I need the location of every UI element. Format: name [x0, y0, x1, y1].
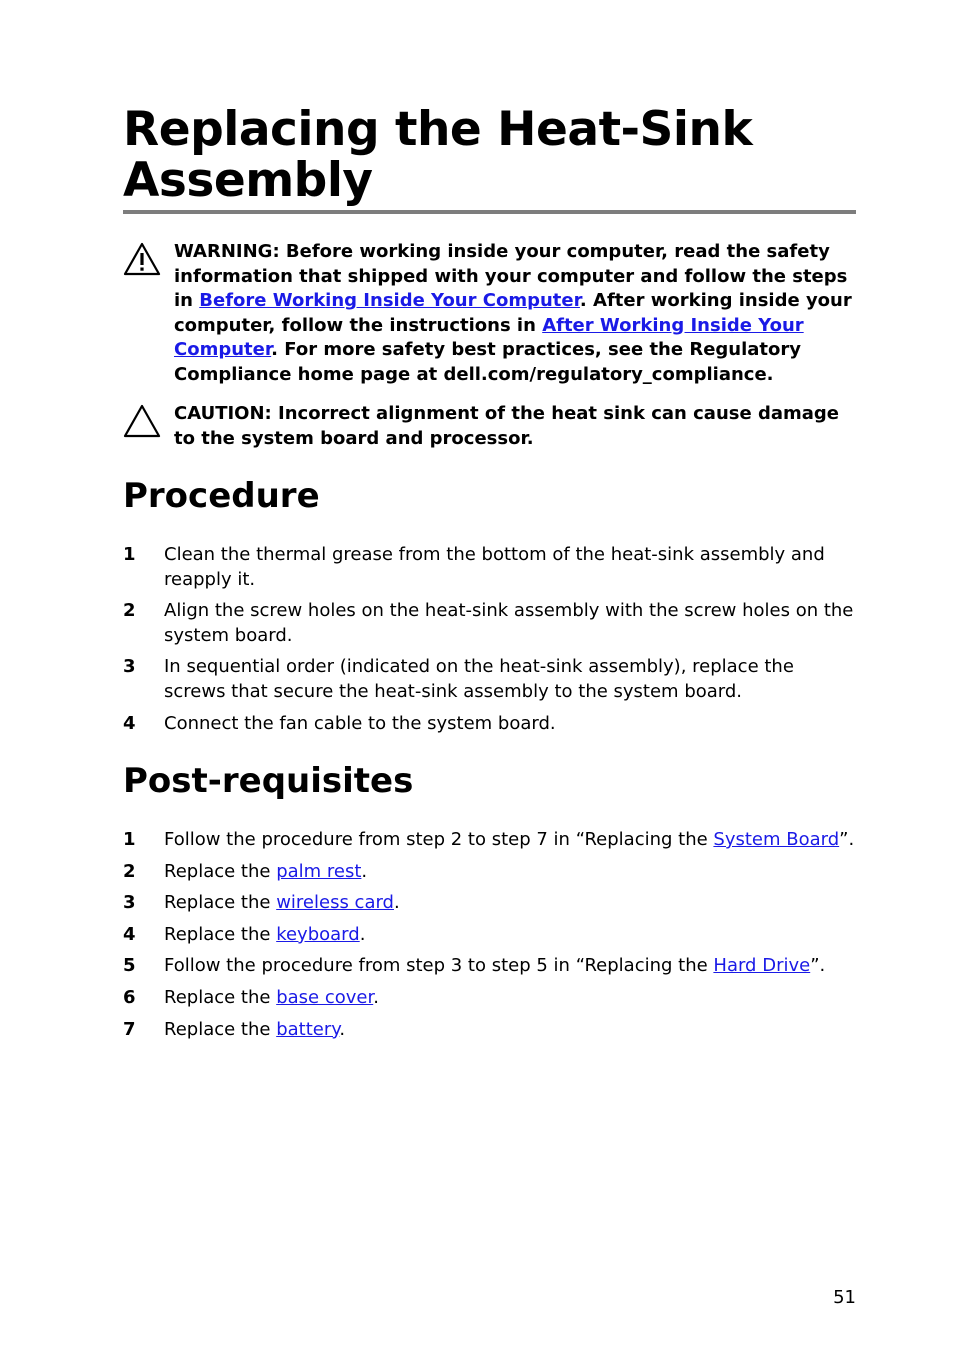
- warning-text-part: . After working inside your computer, follow the instructions in: [174, 290, 852, 336]
- step-text: Follow the procedure from step 3 to step 5 in “Replacing the: [164, 955, 714, 977]
- step-link[interactable]: System Board: [713, 829, 840, 850]
- procedure-heading: Procedure: [123, 476, 320, 516]
- postrequisite-step: [123, 860, 855, 885]
- step-number: 4: [123, 923, 136, 945]
- step-number: 4: [123, 712, 136, 734]
- postrequisite-step: [123, 954, 855, 979]
- step-text: Replace the: [164, 892, 277, 914]
- step-text: ”.: [839, 829, 855, 850]
- step-text: Connect the fan cable to the system board.: [164, 712, 556, 734]
- step-number: 6: [123, 986, 136, 1008]
- step-text: .: [339, 1018, 346, 1040]
- step-text: .: [373, 986, 379, 1008]
- step-text: Replace the: [164, 860, 277, 882]
- step-number: 5: [123, 955, 136, 977]
- page-number: 51: [833, 1287, 856, 1308]
- caution-text: CAUTION: Incorrect alignment of the heat sink can cause damage to the system board and processor.: [174, 403, 839, 449]
- step-text: Replace the: [164, 1018, 277, 1040]
- warning-triangle-icon: [123, 241, 161, 277]
- warning-text-part: WARNING: Before working inside your computer, read the safety information that shipped with your computer and follow the steps in: [174, 241, 848, 312]
- step-number: 3: [123, 892, 136, 914]
- step-number: 1: [123, 544, 136, 565]
- step-number: 1: [123, 829, 136, 850]
- postrequisites-list: [123, 828, 855, 1049]
- step-number: 2: [123, 860, 136, 882]
- step-link[interactable]: wireless card: [276, 892, 394, 914]
- step-text: Follow the procedure from step 2 to step 7 in “Replacing the: [164, 829, 714, 850]
- step-link[interactable]: battery: [276, 1018, 340, 1040]
- procedure-step: [123, 655, 855, 704]
- step-number: 7: [123, 1018, 136, 1040]
- postrequisite-step: [123, 828, 855, 853]
- link-before-working[interactable]: Before Working Inside Your Computer: [199, 290, 580, 312]
- step-text: .: [359, 923, 366, 945]
- step-link[interactable]: Hard Drive: [713, 955, 811, 977]
- procedure-step: [123, 543, 855, 592]
- postrequisite-step: [123, 1018, 855, 1043]
- step-text: ”.: [810, 955, 826, 977]
- step-text: Replace the: [164, 923, 277, 945]
- title-underline: [123, 210, 856, 214]
- postrequisite-step: [123, 891, 855, 916]
- step-text: .: [393, 892, 400, 914]
- step-link[interactable]: keyboard: [276, 923, 360, 945]
- step-text: Align the screw holes on the heat-sink assembly with the screw holes on the system board.: [164, 600, 854, 646]
- caution-triangle-icon: [123, 403, 161, 439]
- postrequisites-heading: Post-requisites: [123, 761, 414, 801]
- step-link[interactable]: base cover: [276, 986, 374, 1008]
- postrequisite-step: [123, 986, 855, 1011]
- link-after-working[interactable]: After Working Inside Your Computer: [174, 314, 804, 361]
- step-text: In sequential order (indicated on the heat-sink assembly), replace the screws that secure the heat-sink assembly to the system board.: [164, 656, 794, 702]
- procedure-step: [123, 712, 855, 737]
- step-text: Replace the: [164, 986, 277, 1008]
- postrequisite-step: [123, 923, 855, 948]
- step-text: Clean the thermal grease from the bottom of the heat-sink assembly and reapply it.: [164, 544, 825, 590]
- procedure-list: [123, 543, 855, 743]
- warning-text: [174, 240, 856, 388]
- warning-text-part: . For more safety best practices, see the Regulatory Compliance home page at dell.com/regulatory_compliance.: [174, 339, 801, 385]
- step-text: .: [361, 860, 368, 882]
- page-title: Replacing the Heat-Sink Assembly: [123, 102, 753, 208]
- step-number: 2: [123, 600, 136, 622]
- step-number: 3: [123, 656, 136, 678]
- procedure-step: [123, 599, 855, 648]
- step-link[interactable]: palm rest: [276, 860, 362, 882]
